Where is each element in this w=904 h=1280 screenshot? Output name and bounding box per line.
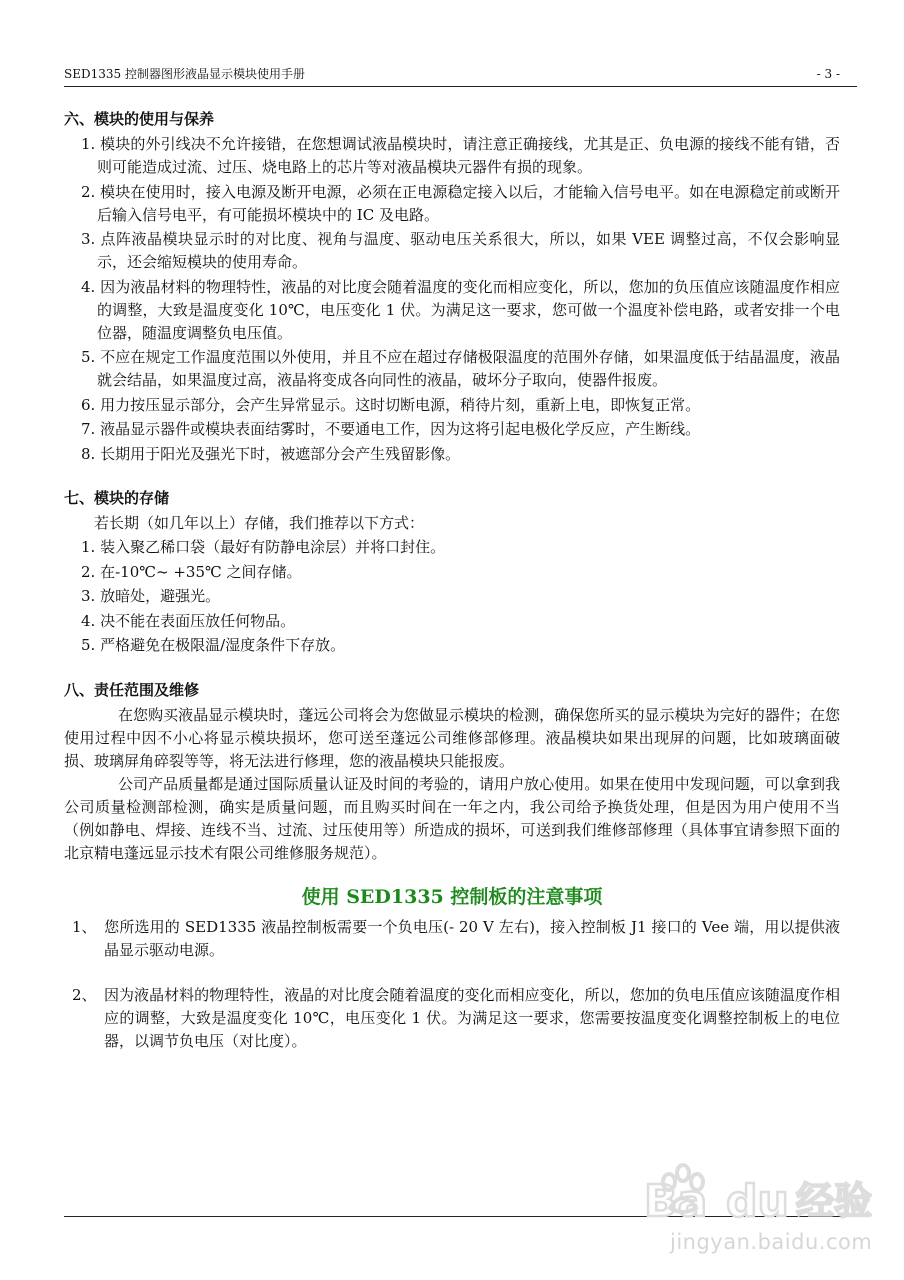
header-title: SED1335 控制器图形液晶显示模块使用手册 [64,67,305,81]
list-item: 2. 模块在使用时，接入电源及断开电源，必须在正电源稳定接入以后，才能输入信号电平。如在电源稳定前或断开后输入信号电平，有可能损坏模块中的 IC 及电路。 [81,182,840,224]
list-item: 1. 模块的外引线决不允许接错，在您想调试液晶模块时，请注意正确接线，尤其是正、负电源的接线不能有错，否则可能造成过流、过压、烧电路上的芯片等对液晶模块元器件有损的现象。 [81,135,840,176]
page-content [64,108,840,1053]
note-text: 因为液晶材料的物理特性，液晶的对比度会随着温度的变化而相应变化，所以，您加的负电压值应该随温度作相应的调整，大致是温度变化 10℃，电压变化 1 伏。为满足这一要求，您需要按温度变化调整控制板上的电位器，以调节负电压（对比度）。 [104,985,840,1050]
note-number: 1、 [72,917,97,936]
note-item [64,916,840,962]
notes-heading: 使用 SED1335 控制板的注意事项 [301,885,603,908]
header-divider [64,86,857,87]
section-title: 七、模块的存储 [64,489,170,507]
baidu-paw-logo-icon [636,1158,896,1228]
list-item: 8. 长期用于阳光及强光下时，被遮部分会产生残留影像。 [81,444,461,463]
list-item: 2. 在-10℃~ +35℃ 之间存储。 [81,562,302,581]
storage-intro: 若长期（如几年以上）存储，我们推荐以下方式： [94,514,425,532]
list-item: 5. 严格避免在极限温/湿度条件下存放。 [81,636,346,654]
page-number: - 3 - [816,67,840,81]
note-number: 2、 [72,985,97,1004]
svg-text:经验: 经验 [796,1179,873,1223]
svg-text:Ba: Ba [644,1176,708,1227]
note-item [64,984,840,1053]
list-item: 7. 液晶显示器件或模块表面结雾时，不要通电工作，因为这将引起电极化学反应，产生断线。 [81,420,701,438]
list-item: 1. 装入聚乙稀口袋（最好有防静电涂层）并将口封住。 [81,538,446,556]
list-item: 4. 决不能在表面压放任何物品。 [81,611,296,630]
list-item: 3. 放暗处，避强光。 [81,587,221,605]
svg-text:du: du [726,1176,789,1227]
section-liability-repair [64,679,840,865]
section-storage [64,487,840,657]
note-text: 您所选用的 SED1335 液晶控制板需要一个负电压(- 20 V 左右)，接入控制板 J1 接口的 Vee 端，用以提供液晶显示驱动电源。 [104,917,840,959]
paragraph: 公司产品质量都是通过国际质量认证及时间的考验的，请用户放心使用。如果在使用中发现问题，可以拿到我公司质量检测部检测，确实是质量问题，而且购买时间在一年之内，我公司给予换货处理，但是因为用户使用不当（例如静电、焊接、连线不当、过流、过压使用等）所造成的损坏，可送到我们维修部修理（具体事宜请参照下面的北京精电蓬远显示技术有限公司维修服务规范）。 [64,774,840,862]
baidu-watermark [636,1158,896,1268]
paragraph: 在您购买液晶显示模块时，蓬远公司将会为您做显示模块的检测，确保您所买的显示模块为完好的器件；在您使用过程中因不小心将显示模块损坏，您可送至蓬远公司维修部修理。液晶模块如果出现屏的问题，比如玻璃面破损、玻璃屏角碎裂等等，将无法进行修理，您的液晶模块只能报废。 [64,705,840,770]
watermark-url: jingyan.baidu.com [670,1230,873,1254]
list-item: 4. 因为液晶材料的物理特性，液晶的对比度会随着温度的变化而相应变化，所以，您加的负压值应该随温度作相应的调整，大致是温度变化 10℃，电压变化 1 伏。为满足这一要求，您可做一个温度补偿电路，或者安排一个电位器，随温度调整负电压值。 [81,277,840,342]
page-header [64,66,840,82]
section-title: 八、责任范围及维修 [64,680,200,699]
section-usage-maintenance [64,108,840,466]
list-item: 6. 用力按压显示部分，会产生异常显示。这时切断电源，稍待片刻，重新上电，即恢复正常。 [81,395,701,414]
list-item: 5. 不应在规定工作温度范围以外使用，并且不应在超过存储极限温度的范围外存储，如果温度低于结晶温度，液晶就会结晶，如果温度过高，液晶将变成各向同性的液晶，破坏分子取向，使器件报废。 [81,348,840,389]
section-title: 六、模块的使用与保养 [64,110,215,128]
list-item: 3. 点阵液晶模块显示时的对比度、视角与温度、驱动电压关系很大，所以，如果 VEE 调整过高，不仅会影响显示，还会缩短模块的使用寿命。 [81,230,840,271]
